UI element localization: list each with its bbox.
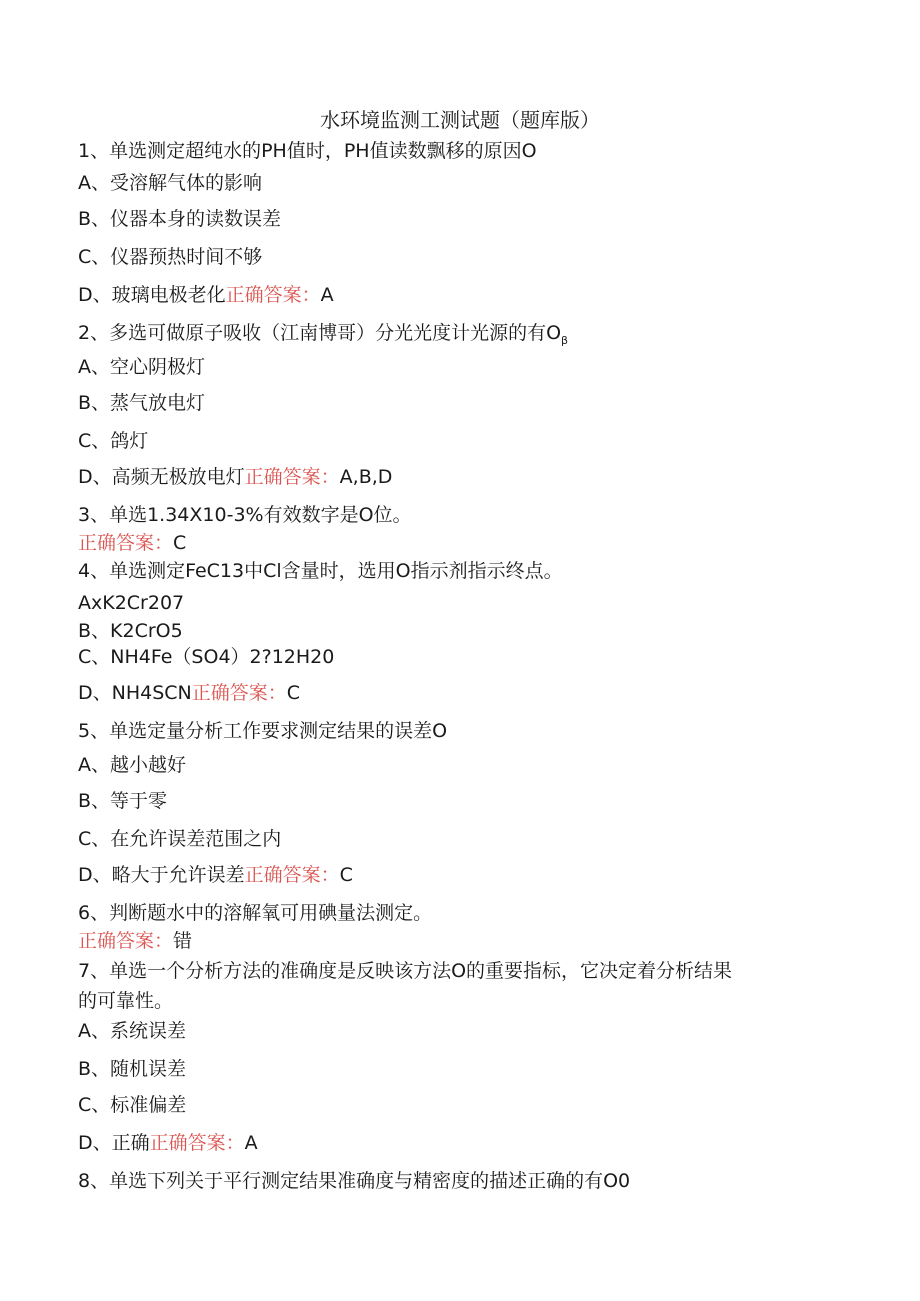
line-text: C、鸽灯 xyxy=(78,430,149,452)
line-text: 7、单选一个分析方法的准确度是反映该方法O的重要指标，它决定着分析结果 xyxy=(78,960,733,982)
line-text: D、玻璃电极老化 xyxy=(78,284,226,306)
question-line xyxy=(78,206,281,232)
question-line xyxy=(78,644,334,670)
line-text: A、系统误差 xyxy=(78,1020,186,1042)
answer-label: 正确答案： xyxy=(244,466,340,488)
line-text: C、标准偏差 xyxy=(78,1094,187,1116)
question-line xyxy=(78,464,392,490)
answer-label: 正确答案： xyxy=(191,682,287,704)
answer-value: C xyxy=(173,532,187,554)
line-text: C、NH4Fe（SO4）2?12H20 xyxy=(78,646,335,668)
question-line xyxy=(78,1056,186,1082)
line-text: A、空心阴极灯 xyxy=(78,356,205,378)
answer-value: A xyxy=(320,284,334,306)
line-text: AxK2Cr207 xyxy=(78,592,185,614)
line-text: D、略大于允许误差 xyxy=(78,864,245,886)
question-line xyxy=(78,282,334,308)
line-text: C、在允许误差范围之内 xyxy=(78,828,282,850)
question-line xyxy=(78,590,184,616)
answer-value: A xyxy=(244,1132,258,1154)
line-text: C、仪器预热时间不够 xyxy=(78,246,263,268)
line-text: D、NH4SCN xyxy=(78,682,192,704)
question-line xyxy=(78,788,167,814)
question-line xyxy=(78,1130,258,1156)
line-text: D、正确 xyxy=(78,1132,150,1154)
question-line xyxy=(78,988,173,1014)
line-text: 5、单选定量分析工作要求测定结果的误差O xyxy=(78,720,448,742)
question-line xyxy=(78,170,262,196)
question-line xyxy=(78,1018,186,1044)
answer-label: 正确答案： xyxy=(78,930,174,952)
line-text: B、仪器本身的读数误差 xyxy=(78,208,282,230)
line-text: 8、单选下列关于平行测定结果准确度与精密度的描述正确的有O0 xyxy=(78,1170,631,1192)
question-line xyxy=(78,826,281,852)
question-line xyxy=(78,862,353,888)
answer-value: 错 xyxy=(173,930,193,952)
question-line xyxy=(78,320,568,354)
line-text: D、高频无极放电灯 xyxy=(78,466,245,488)
line-text: B、等于零 xyxy=(78,790,168,812)
question-line xyxy=(78,958,732,984)
answer-value: A,B,D xyxy=(339,466,393,488)
question-line xyxy=(78,558,563,584)
answer-line xyxy=(78,928,192,954)
question-line xyxy=(78,354,205,380)
question-line xyxy=(78,390,205,416)
question-line xyxy=(78,1092,186,1118)
line-text: 的可靠性。 xyxy=(78,990,174,1012)
answer-label: 正确答案： xyxy=(149,1132,245,1154)
answer-value: C xyxy=(339,864,353,886)
answer-label: 正确答案： xyxy=(78,532,174,554)
line-text: B、蒸气放电灯 xyxy=(78,392,206,414)
line-text: B、K2CrO5 xyxy=(78,620,183,642)
line-text: A、受溶解气体的影响 xyxy=(78,172,262,194)
line-text: B、随机误差 xyxy=(78,1058,187,1080)
question-line xyxy=(78,718,447,744)
answer-line xyxy=(78,530,186,556)
line-text: 2、多选可做原子吸收（江南博哥）分光光度计光源的有O xyxy=(78,322,562,344)
line-text: A、越小越好 xyxy=(78,754,186,776)
line-text: 3、单选1.34X10-3%有效数字是O位。 xyxy=(78,504,412,526)
question-line xyxy=(78,900,432,926)
document-title: 水环境监测工测试题（题库版） xyxy=(320,108,600,132)
question-line xyxy=(78,428,148,454)
answer-value: C xyxy=(286,682,301,704)
question-line xyxy=(78,138,537,164)
answer-label: 正确答案： xyxy=(225,284,321,306)
line-text: 6、判断题水中的溶解氧可用碘量法测定。 xyxy=(78,902,433,924)
question-line xyxy=(78,244,262,270)
line-text: 4、单选测定FeC13中Cl含量时，选用O指示剂指示终点。 xyxy=(78,560,563,582)
answer-label: 正确答案： xyxy=(244,864,340,886)
question-line xyxy=(78,752,186,778)
question-line xyxy=(78,502,412,528)
question-line xyxy=(78,618,183,644)
line-text: 1、单选测定超纯水的PH值时，PH值读数飘移的原因O xyxy=(78,140,537,162)
question-line xyxy=(78,1168,630,1194)
line-suffix: β xyxy=(561,333,569,347)
question-line xyxy=(78,680,300,706)
